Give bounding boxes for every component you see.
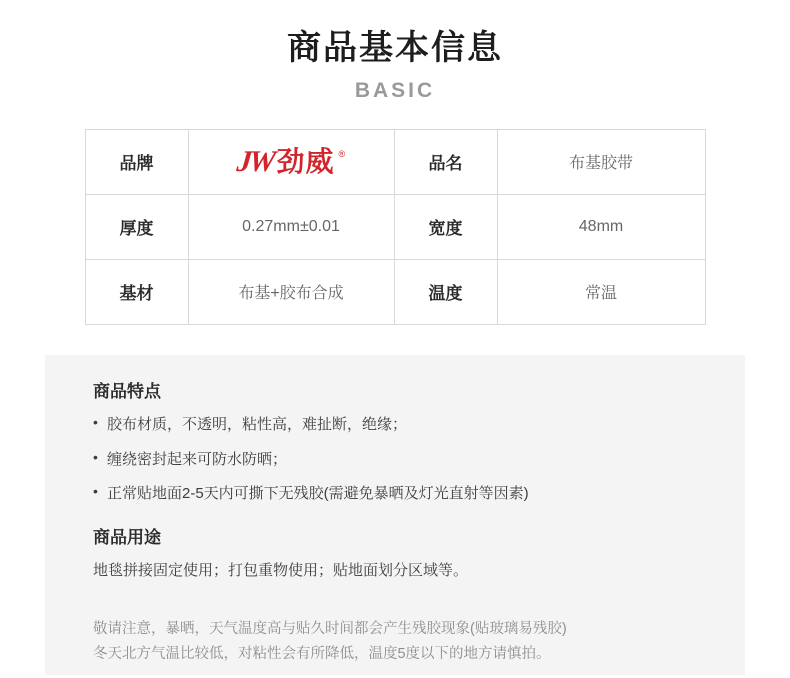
usage-heading: 商品用途 (93, 528, 161, 548)
spec-label-width: 宽度 (394, 194, 497, 259)
logo-brand-text: 劲威 (276, 144, 335, 178)
spec-value-width: 48mm (497, 194, 705, 259)
table-row (85, 194, 705, 259)
spec-value-product-name: 布基胶带 (497, 129, 705, 194)
features-heading: 商品特点 (93, 381, 161, 401)
page-title: 商品基本信息 (287, 29, 503, 67)
spec-label-product-name: 品名 (394, 129, 497, 194)
spec-label-material: 基材 (85, 259, 188, 324)
spec-value-brand-logo (188, 129, 394, 194)
specification-table (85, 129, 706, 325)
spec-label-brand: 品牌 (85, 129, 188, 194)
title-block (0, 0, 790, 103)
usage-text: 地毯拼接固定使用；打包重物使用；贴地面划分区域等。 (93, 562, 469, 580)
spec-label-temperature: 温度 (394, 259, 497, 324)
features-list (93, 414, 697, 505)
spec-value-temperature: 常温 (497, 259, 705, 324)
table-row (85, 259, 705, 324)
logo-mark-text: JW (235, 144, 275, 178)
feature-box-inner (45, 377, 745, 668)
disclaimer (93, 617, 697, 668)
spec-value-material: 布基+胶布合成 (188, 259, 394, 324)
brand-logo (235, 144, 346, 178)
registered-trademark-icon: ® (338, 148, 346, 159)
feature-box (45, 355, 745, 675)
list-item: • 缠绕密封起来可防水防晒； (93, 449, 697, 471)
spec-label-thickness: 厚度 (85, 194, 188, 259)
table-row (85, 129, 705, 194)
disclaimer-line-1: 敬请注意，暴晒，天气温度高与贴久时间都会产生残胶现象(贴玻璃易残胶) (93, 620, 567, 637)
spec-value-thickness: 0.27mm±0.01 (188, 194, 394, 259)
list-item: • 胶布材质，不透明，粘性高，难扯断，绝缘； (93, 414, 697, 436)
page-subtitle: BASIC (354, 78, 436, 102)
disclaimer-line-2: 冬天北方气温比较低，对粘性会有所降低，温度5度以下的地方请慎拍。 (93, 645, 551, 662)
list-item: • 正常贴地面2-5天内可撕下无残胶(需避免暴晒及灯光直射等因素) (93, 483, 697, 505)
